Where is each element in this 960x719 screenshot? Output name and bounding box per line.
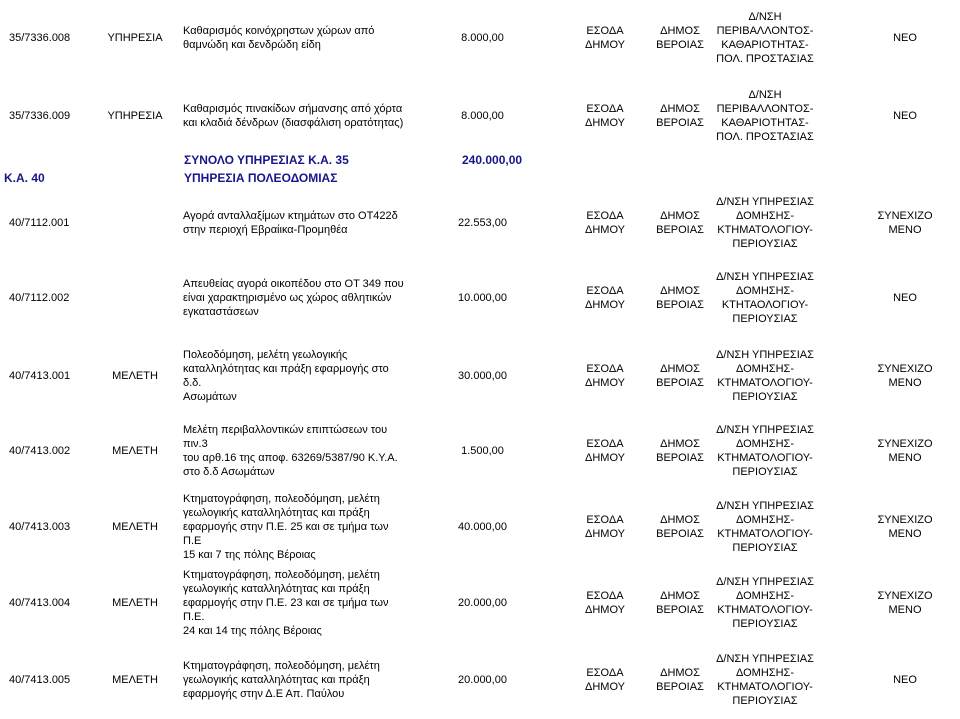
responsible-directorate-line: ΚΤΗΤΑΟΛΟΓΙΟΥ-	[721, 299, 809, 311]
responsible-directorate-line: ΔΟΜΗΣΗΣ-	[736, 590, 794, 602]
responsible-directorate-line: ΠΕΡΙΟΥΣΙΑΣ	[732, 466, 798, 478]
item-code-text: 40/7112.001	[9, 217, 70, 229]
item-code	[9, 418, 94, 484]
item-type-text: ΥΠΗΡΕΣΙΑ	[107, 32, 163, 44]
item-code	[9, 265, 94, 331]
item-code-text: 40/7413.001	[9, 370, 71, 382]
responsible-directorate	[695, 343, 835, 409]
item-description	[183, 647, 408, 713]
responsible-directorate-line: Δ/ΝΣΗ ΥΠΗΡΕΣΙΑΣ	[716, 653, 814, 665]
item-description	[183, 570, 408, 636]
funding-source-line: ΕΣΟΔΑ	[586, 514, 624, 526]
item-description-line: Κτηματογράφηση, πολεοδόμηση, μελέτη	[183, 660, 380, 672]
funding-source-line: ΕΣΟΔΑ	[586, 438, 624, 450]
beneficiary-line: ΒΕΡΟΙΑΣ	[656, 681, 704, 693]
funding-source	[560, 6, 650, 70]
item-type	[100, 6, 170, 70]
item-type	[100, 84, 170, 148]
funding-source-line: ΔΗΜΟΥ	[585, 377, 625, 389]
item-code	[9, 494, 94, 560]
item-description-line: Ασωμάτων	[183, 391, 237, 403]
item-description-line: του αρθ.16 της αποφ. 63269/5387/90 Κ.Υ.Α.	[183, 452, 398, 464]
item-amount-text: 1.500,00	[461, 445, 504, 457]
status-line: ΣΥΝΕΧΙΖΟ	[877, 514, 933, 526]
status	[860, 6, 950, 70]
funding-source	[560, 418, 650, 484]
status-line: ΣΥΝΕΧΙΖΟ	[877, 590, 933, 602]
item-description-line: Αγορά ανταλλαξίμων κτημάτων στο ΟΤ422δ	[183, 210, 398, 222]
responsible-directorate-line: ΠΕΡΙΟΥΣΙΑΣ	[732, 391, 798, 403]
item-code	[9, 343, 94, 409]
status	[860, 570, 950, 636]
funding-source-line: ΕΣΟΔΑ	[586, 667, 624, 679]
beneficiary-line: ΔΗΜΟΣ	[660, 285, 700, 297]
item-code-text: 35/7336.008	[9, 32, 71, 44]
responsible-directorate-line: ΔΟΜΗΣΗΣ-	[736, 285, 794, 297]
item-type-text: ΜΕΛΕΤΗ	[112, 370, 158, 382]
item-description	[183, 343, 408, 409]
responsible-directorate-line: ΚΑΘΑΡΙΟΤΗΤΑΣ-	[721, 117, 809, 129]
beneficiary-line: ΔΗΜΟΣ	[660, 25, 700, 37]
item-amount-text: 8.000,00	[461, 110, 504, 122]
status-line: ΜΕΝΟ	[888, 224, 922, 236]
beneficiary-line: ΒΕΡΟΙΑΣ	[656, 604, 704, 616]
funding-source	[560, 647, 650, 713]
item-code-text: 40/7413.002	[9, 445, 71, 457]
item-code	[9, 6, 94, 70]
responsible-directorate-line: Δ/ΝΣΗ ΥΠΗΡΕΣΙΑΣ	[716, 349, 814, 361]
status-line: ΝΕΟ	[893, 674, 917, 686]
funding-source-line: ΕΣΟΔΑ	[586, 210, 624, 222]
item-description-line: Καθαρισμός κοινόχρηστων χώρων από	[183, 25, 375, 37]
item-description-line: εφαρμογής στην Δ.Ε Απ. Παύλου	[183, 688, 345, 700]
responsible-directorate-line: Δ/ΝΣΗ	[748, 89, 782, 101]
funding-source	[560, 84, 650, 148]
status-line: ΝΕΟ	[893, 110, 917, 122]
status	[860, 418, 950, 484]
item-amount-text: 22.553,00	[458, 217, 507, 229]
item-code-text: 35/7336.009	[9, 110, 71, 122]
item-type	[100, 570, 170, 636]
section-title: ΥΠΗΡΕΣΙΑ ΠΟΛΕΟΔΟΜΙΑΣ	[184, 171, 338, 185]
item-description	[183, 418, 408, 484]
item-description	[183, 84, 408, 148]
funding-source-line: ΔΗΜΟΥ	[585, 681, 625, 693]
item-description-line: 15 και 7 της πόλης Βέροιας	[183, 549, 316, 561]
funding-source-line: ΔΗΜΟΥ	[585, 224, 625, 236]
item-description-line: γεωλογικής καταλληλότητας και πράξη	[183, 583, 370, 595]
item-type-text: ΥΠΗΡΕΣΙΑ	[107, 110, 163, 122]
responsible-directorate-line: ΔΟΜΗΣΗΣ-	[736, 363, 794, 375]
responsible-directorate-line: ΚΤΗΜΑΤΟΛΟΓΙΟΥ-	[717, 604, 813, 616]
item-type-text: ΜΕΛΕΤΗ	[112, 521, 158, 533]
item-type-text: ΜΕΛΕΤΗ	[112, 445, 158, 457]
responsible-directorate-line: ΠΕΡΙΟΥΣΙΑΣ	[732, 238, 798, 250]
beneficiary-line: ΔΗΜΟΣ	[660, 667, 700, 679]
funding-source-line: ΕΣΟΔΑ	[586, 363, 624, 375]
item-type-text: ΜΕΛΕΤΗ	[112, 597, 158, 609]
responsible-directorate-line: Δ/ΝΣΗ ΥΠΗΡΕΣΙΑΣ	[716, 576, 814, 588]
funding-source-line: ΔΗΜΟΥ	[585, 604, 625, 616]
item-description-line: θαμνώδη και δενδρώδη είδη	[183, 39, 321, 51]
funding-source-line: ΕΣΟΔΑ	[586, 590, 624, 602]
item-amount	[420, 84, 545, 148]
funding-source	[560, 190, 650, 256]
summary-amount: 240.000,00	[462, 153, 523, 167]
responsible-directorate-line: ΔΟΜΗΣΗΣ-	[736, 438, 794, 450]
funding-source	[560, 494, 650, 560]
funding-source-line: ΕΣΟΔΑ	[586, 285, 624, 297]
item-code	[9, 570, 94, 636]
item-description	[183, 6, 408, 70]
funding-source	[560, 265, 650, 331]
item-description-line: Καθαρισμός πινακίδων σήμανσης από χόρτα	[183, 103, 403, 115]
item-amount	[420, 494, 545, 560]
item-code-text: 40/7413.003	[9, 521, 71, 533]
responsible-directorate-line: ΠΕΡΙΟΥΣΙΑΣ	[732, 695, 798, 707]
status	[860, 494, 950, 560]
item-type-text: ΜΕΛΕΤΗ	[112, 674, 158, 686]
item-description	[183, 265, 408, 331]
responsible-directorate-line: ΚΤΗΜΑΤΟΛΟΓΙΟΥ-	[717, 452, 813, 464]
item-amount	[420, 418, 545, 484]
status-line: ΝΕΟ	[893, 292, 917, 304]
item-description-line: και κλαδιά δένδρων (διασφάλιση ορατότητας)	[183, 117, 404, 129]
item-description-line: εφαρμογής στην Π.Ε. 25 και σε τμήμα των Π.Ε	[183, 521, 389, 547]
item-description-line: είναι χαρακτηρισμένο ως χώρος αθλητικών	[183, 292, 392, 304]
item-description-line: καταλληλότητας και πράξη εφαρμογής στο δ.δ.	[183, 363, 389, 389]
funding-source-line: ΔΗΜΟΥ	[585, 528, 625, 540]
item-description-line: Απευθείας αγορά οικοπέδου στο ΟΤ 349 που	[183, 278, 404, 290]
beneficiary-line: ΔΗΜΟΣ	[660, 103, 700, 115]
item-amount	[420, 647, 545, 713]
beneficiary-line: ΒΕΡΟΙΑΣ	[656, 299, 704, 311]
beneficiary-line: ΔΗΜΟΣ	[660, 438, 700, 450]
status-line: ΝΕΟ	[893, 32, 917, 44]
responsible-directorate-line: ΠΕΡΙΟΥΣΙΑΣ	[732, 542, 798, 554]
status	[860, 647, 950, 713]
status-line: ΣΥΝΕΧΙΖΟ	[877, 363, 933, 375]
responsible-directorate	[695, 494, 835, 560]
status	[860, 84, 950, 148]
item-amount-text: 8.000,00	[461, 32, 504, 44]
item-code	[9, 190, 94, 256]
funding-source-line: ΔΗΜΟΥ	[585, 39, 625, 51]
responsible-directorate	[695, 190, 835, 256]
item-description-line: Κτηματογράφηση, πολεοδόμηση, μελέτη	[183, 493, 380, 505]
responsible-directorate-line: Δ/ΝΣΗ ΥΠΗΡΕΣΙΑΣ	[716, 424, 814, 436]
responsible-directorate	[695, 570, 835, 636]
item-description-line: Μελέτη περιβαλλοντικών επιπτώσεων του πιν.3	[183, 424, 388, 450]
responsible-directorate-line: ΠΕΡΙΒΑΛΛΟΝΤΟΣ-	[716, 25, 814, 37]
responsible-directorate-line: ΚΤΗΜΑΤΟΛΟΓΙΟΥ-	[717, 681, 813, 693]
item-amount	[420, 570, 545, 636]
responsible-directorate-line: ΠΕΡΙΟΥΣΙΑΣ	[732, 313, 798, 325]
responsible-directorate-line: Δ/ΝΣΗ ΥΠΗΡΕΣΙΑΣ	[716, 500, 814, 512]
item-code	[9, 84, 94, 148]
responsible-directorate-line: ΔΟΜΗΣΗΣ-	[736, 514, 794, 526]
responsible-directorate	[695, 265, 835, 331]
beneficiary-line: ΒΕΡΟΙΑΣ	[656, 117, 704, 129]
item-amount	[420, 6, 545, 70]
item-type	[100, 418, 170, 484]
responsible-directorate-line: ΔΟΜΗΣΗΣ-	[736, 667, 794, 679]
item-amount-text: 10.000,00	[458, 292, 507, 304]
responsible-directorate-line: ΠΕΡΙΟΥΣΙΑΣ	[732, 618, 798, 630]
item-description-line: στην περιοχή Εβραίικα-Προμηθέα	[183, 224, 348, 236]
item-description	[183, 494, 408, 560]
responsible-directorate-line: ΚΤΗΜΑΤΟΛΟΓΙΟΥ-	[717, 377, 813, 389]
beneficiary-line: ΒΕΡΟΙΑΣ	[656, 224, 704, 236]
beneficiary-line: ΔΗΜΟΣ	[660, 210, 700, 222]
item-description-line: γεωλογικής καταλληλότητας και πράξη	[183, 507, 370, 519]
beneficiary-line: ΔΗΜΟΣ	[660, 590, 700, 602]
item-amount-text: 20.000,00	[458, 674, 507, 686]
responsible-directorate-line: ΔΟΜΗΣΗΣ-	[736, 210, 794, 222]
responsible-directorate-line: ΚΑΘΑΡΙΟΤΗΤΑΣ-	[721, 39, 809, 51]
item-code-text: 40/7413.005	[9, 674, 71, 686]
beneficiary-line: ΒΕΡΟΙΑΣ	[656, 452, 704, 464]
item-description-line: 24 και 14 της πόλης Βέροιας	[183, 625, 322, 637]
item-description-line: Κτηματογράφηση, πολεοδόμηση, μελέτη	[183, 569, 380, 581]
funding-source-line: ΕΣΟΔΑ	[586, 103, 624, 115]
funding-source	[560, 343, 650, 409]
beneficiary-line: ΒΕΡΟΙΑΣ	[656, 528, 704, 540]
item-description-line: στο δ.δ Ασωμάτων	[183, 466, 275, 478]
item-amount	[420, 190, 545, 256]
item-description-line: Πολεοδόμηση, μελέτη γεωλογικής	[183, 349, 348, 361]
item-amount	[420, 265, 545, 331]
beneficiary-line: ΒΕΡΟΙΑΣ	[656, 39, 704, 51]
item-amount-text: 40.000,00	[458, 521, 507, 533]
status-line: ΣΥΝΕΧΙΖΟ	[877, 210, 933, 222]
responsible-directorate-line: ΚΤΗΜΑΤΟΛΟΓΙΟΥ-	[717, 224, 813, 236]
responsible-directorate	[695, 84, 835, 148]
beneficiary-line: ΒΕΡΟΙΑΣ	[656, 377, 704, 389]
responsible-directorate-line: ΚΤΗΜΑΤΟΛΟΓΙΟΥ-	[717, 528, 813, 540]
status-line: ΜΕΝΟ	[888, 452, 922, 464]
item-type	[100, 265, 170, 331]
responsible-directorate-line: ΠΟΛ. ΠΡΟΣΤΑΣΙΑΣ	[716, 53, 814, 65]
funding-source	[560, 570, 650, 636]
status	[860, 343, 950, 409]
beneficiary-line: ΔΗΜΟΣ	[660, 363, 700, 375]
item-code-text: 40/7112.002	[9, 292, 70, 304]
item-type	[100, 190, 170, 256]
status	[860, 190, 950, 256]
item-description-line: εγκαταστάσεων	[183, 306, 259, 318]
item-description	[183, 190, 408, 256]
status-line: ΜΕΝΟ	[888, 528, 922, 540]
responsible-directorate	[695, 6, 835, 70]
funding-source-line: ΔΗΜΟΥ	[585, 452, 625, 464]
status-line: ΜΕΝΟ	[888, 377, 922, 389]
responsible-directorate-line: Δ/ΝΣΗ	[748, 11, 782, 23]
status-line: ΣΥΝΕΧΙΖΟ	[877, 438, 933, 450]
item-code-text: 40/7413.004	[9, 597, 71, 609]
status-line: ΜΕΝΟ	[888, 604, 922, 616]
responsible-directorate-line: Δ/ΝΣΗ ΥΠΗΡΕΣΙΑΣ	[716, 196, 814, 208]
funding-source-line: ΔΗΜΟΥ	[585, 299, 625, 311]
beneficiary-line: ΔΗΜΟΣ	[660, 514, 700, 526]
item-type	[100, 494, 170, 560]
responsible-directorate	[695, 647, 835, 713]
item-amount-text: 30.000,00	[458, 370, 507, 382]
item-description-line: εφαρμογής στην Π.Ε. 23 και σε τμήμα των Π.Ε.	[183, 597, 389, 623]
summary-label: ΣΥΝΟΛΟ ΥΠΗΡΕΣΙΑΣ Κ.Α. 35	[184, 153, 349, 167]
item-amount-text: 20.000,00	[458, 597, 507, 609]
item-code	[9, 647, 94, 713]
responsible-directorate	[695, 418, 835, 484]
responsible-directorate-line: ΠΟΛ. ΠΡΟΣΤΑΣΙΑΣ	[716, 131, 814, 143]
responsible-directorate-line: Δ/ΝΣΗ ΥΠΗΡΕΣΙΑΣ	[716, 271, 814, 283]
status	[860, 265, 950, 331]
item-type	[100, 343, 170, 409]
funding-source-line: ΕΣΟΔΑ	[586, 25, 624, 37]
item-description-line: γεωλογικής καταλληλότητας και πράξη	[183, 674, 370, 686]
responsible-directorate-line: ΠΕΡΙΒΑΛΛΟΝΤΟΣ-	[716, 103, 814, 115]
item-amount	[420, 343, 545, 409]
section-code: Κ.Α. 40	[4, 171, 45, 185]
funding-source-line: ΔΗΜΟΥ	[585, 117, 625, 129]
item-type	[100, 647, 170, 713]
